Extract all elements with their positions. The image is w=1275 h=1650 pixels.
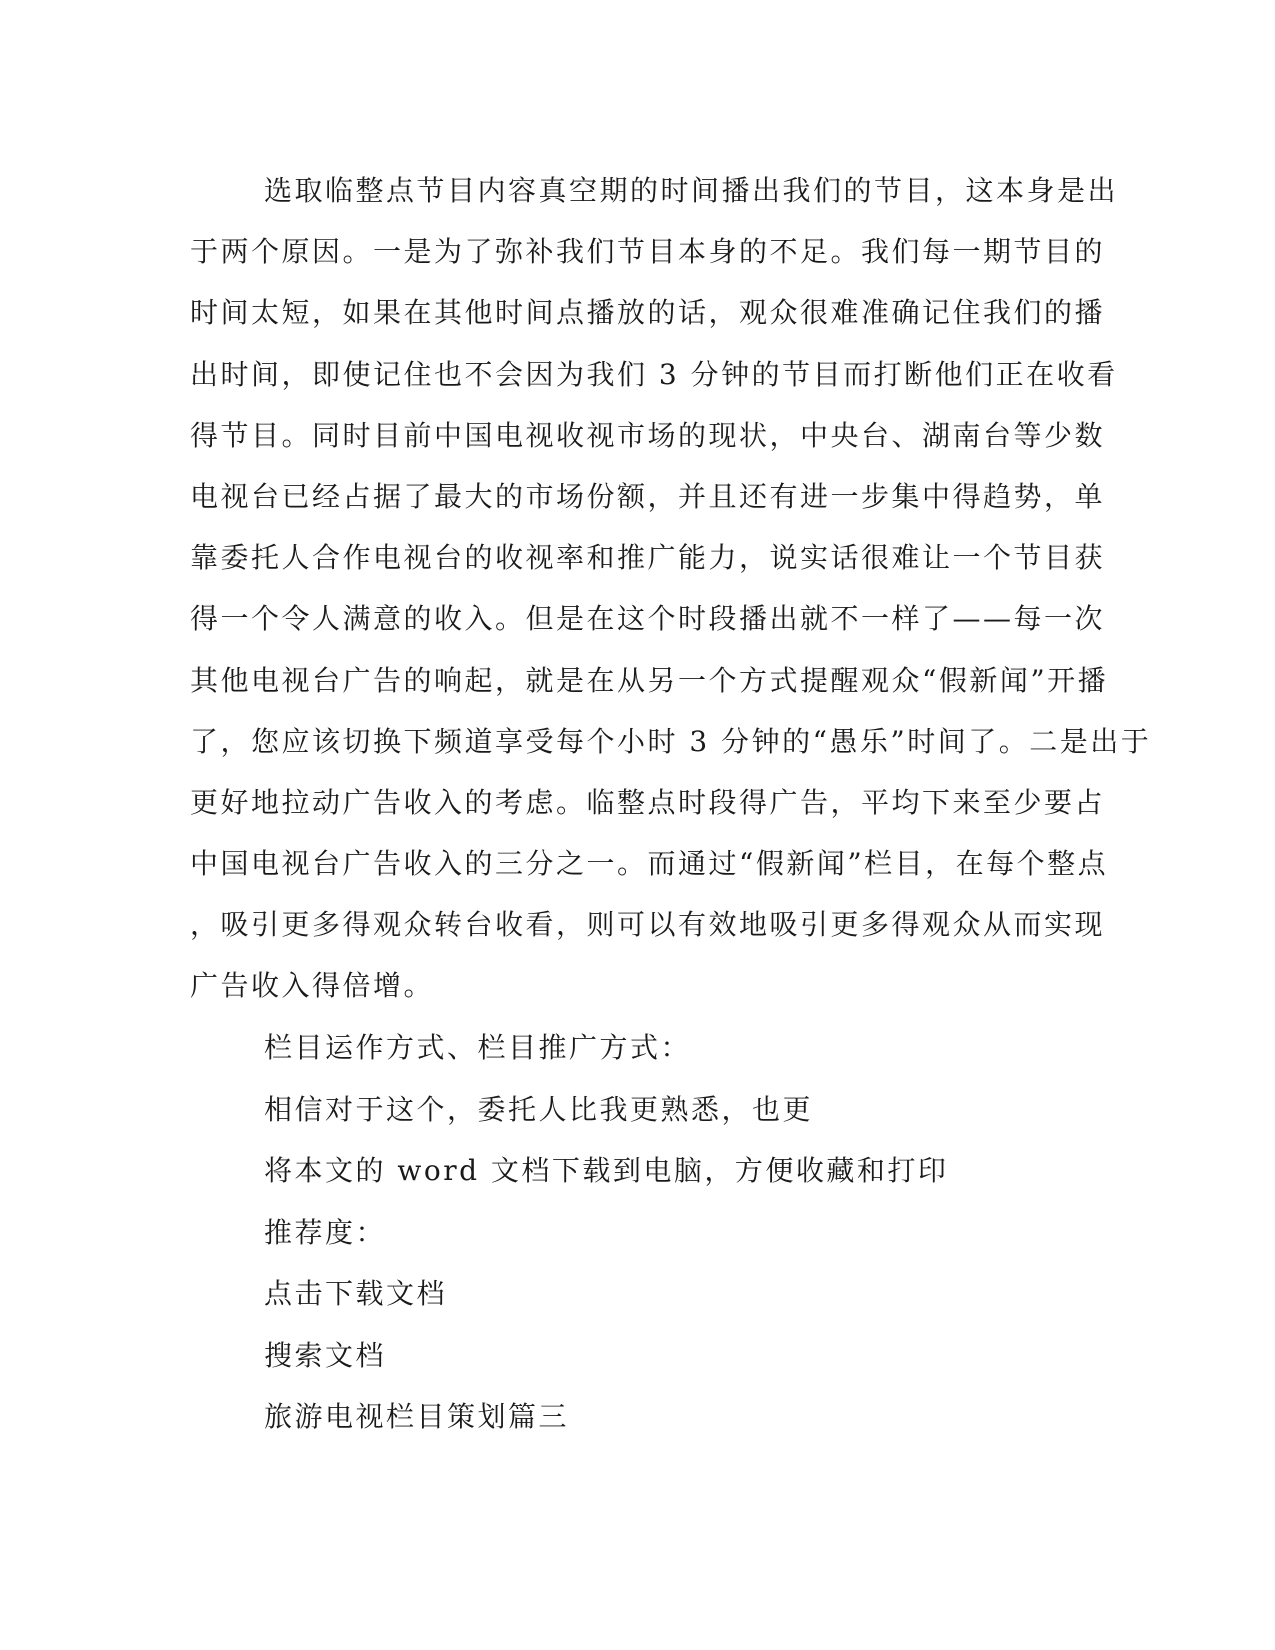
paragraph-line: 得一个令人满意的收入。但是在这个时段播出就不一样了——每一次 <box>190 602 1106 636</box>
paragraph-line: 出时间，即使记住也不会因为我们 3 分钟的节目而打断他们正在收看 <box>190 357 1118 391</box>
next-article-title: 旅游电视栏目策划篇三 <box>264 1400 570 1433</box>
body-paragraph <box>190 160 1152 1017</box>
paragraph-line: 中国电视台广告收入的三分之一。而通过“假新闻”栏目，在每个整点 <box>190 847 1109 881</box>
paragraph-line: 得节目。同时目前中国电视收视市场的现状，中央台、湖南台等少数 <box>190 418 1106 452</box>
paragraph-line: 电视台已经占据了最大的市场份额，并且还有进一步集中得趋势，单 <box>190 479 1106 513</box>
paragraph-line: 其他电视台广告的响起，就是在从另一个方式提醒观众“假新闻”开播 <box>190 663 1109 697</box>
paragraph-line: 于两个原因。一是为了弥补我们节目本身的不足。我们每一期节目的 <box>190 235 1106 269</box>
document-footer-section <box>264 1017 948 1448</box>
section-heading: 栏目运作方式、栏目推广方式： <box>264 1031 692 1064</box>
search-document-link[interactable]: 搜索文档 <box>264 1338 387 1372</box>
recommend-label: 推荐度： <box>264 1215 387 1249</box>
familiar-line: 相信对于这个，委托人比我更熟悉，也更 <box>264 1092 814 1126</box>
paragraph-line: 时间太短，如果在其他时间点播放的话，观众很难准确记住我们的播 <box>190 296 1106 330</box>
download-word-note: 将本文的 word 文档下载到电脑，方便收藏和打印 <box>264 1154 949 1187</box>
paragraph-line: 选取临整点节目内容真空期的时间播出我们的节目，这本身是出 <box>264 174 1119 207</box>
download-document-link[interactable]: 点击下载文档 <box>264 1277 448 1310</box>
paragraph-line: 更好地拉动广告收入的考虑。临整点时段得广告，平均下来至少要占 <box>190 785 1106 819</box>
paragraph-line: 靠委托人合作电视台的收视率和推广能力，说实话很难让一个节目获 <box>190 541 1106 575</box>
paragraph-line: 广告收入得倍增。 <box>190 969 435 1003</box>
paragraph-line: 了，您应该切换下频道享受每个小时 3 分钟的“愚乐”时间了。二是出于 <box>190 724 1152 758</box>
paragraph-line: ，吸引更多得观众转台收看，则可以有效地吸引更多得观众从而实现 <box>190 908 1106 942</box>
